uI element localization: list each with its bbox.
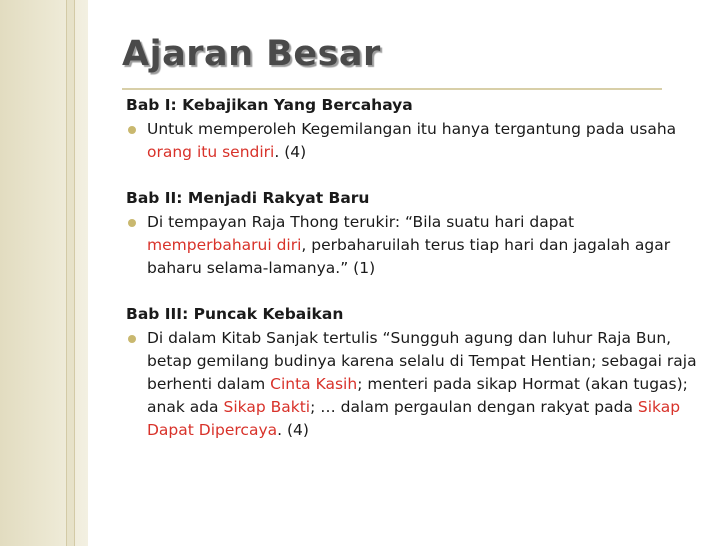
bullet-bab-2	[126, 211, 701, 280]
bullet-text: . (4)	[277, 421, 309, 439]
section-spacer	[126, 280, 701, 303]
bullet-bab-3	[126, 327, 701, 442]
bullet-text: Untuk memperoleh Kegemilangan itu hanya tergantung pada usaha	[147, 120, 677, 138]
bullet-dot-icon	[128, 219, 136, 227]
bullet-text: . (4)	[274, 143, 307, 161]
section-spacer	[126, 164, 701, 187]
slide-title: Ajaran Besar	[122, 34, 381, 74]
section-heading-bab-1: Bab I: Kebajikan Yang Bercahaya	[126, 96, 413, 114]
section-heading-bab-3: Bab III: Puncak Kebaikan	[126, 305, 344, 323]
bullet-dot-icon	[128, 126, 136, 134]
highlight-text: Sikap Bakti	[223, 398, 311, 416]
highlight-text: orang itu sendiri	[147, 143, 275, 161]
highlight-text: Sikap Dapat Dipercaya	[147, 398, 681, 439]
highlight-text: memperbaharui diri	[147, 236, 302, 254]
bullet-text: ; menteri pada sikap Hormat (akan tugas); anak ada	[147, 375, 688, 416]
vertical-accent-bar	[66, 0, 75, 546]
bullet-text: Di tempayan Raja Thong terukir: “Bila suatu hari dapat	[147, 213, 575, 231]
slide-content	[126, 94, 701, 442]
bullet-text: ; … dalam pergaulan dengan rakyat pada	[310, 398, 638, 416]
section-heading-bab-2: Bab II: Menjadi Rakyat Baru	[126, 189, 370, 207]
bullet-bab-1	[126, 118, 701, 164]
title-divider	[122, 88, 662, 90]
bullet-text: Di dalam Kitab Sanjak tertulis “Sungguh agung dan luhur Raja Bun, betap gemilang budinya karena selalu di Tempat Hentian; sebagai raja berhenti dalam	[147, 329, 697, 393]
bullet-text: , perbaharuilah terus tiap hari dan jagalah agar baharu selama-lamanya.” (1)	[147, 236, 671, 277]
bullet-dot-icon	[128, 335, 136, 343]
highlight-text: Cinta Kasih	[270, 375, 358, 393]
